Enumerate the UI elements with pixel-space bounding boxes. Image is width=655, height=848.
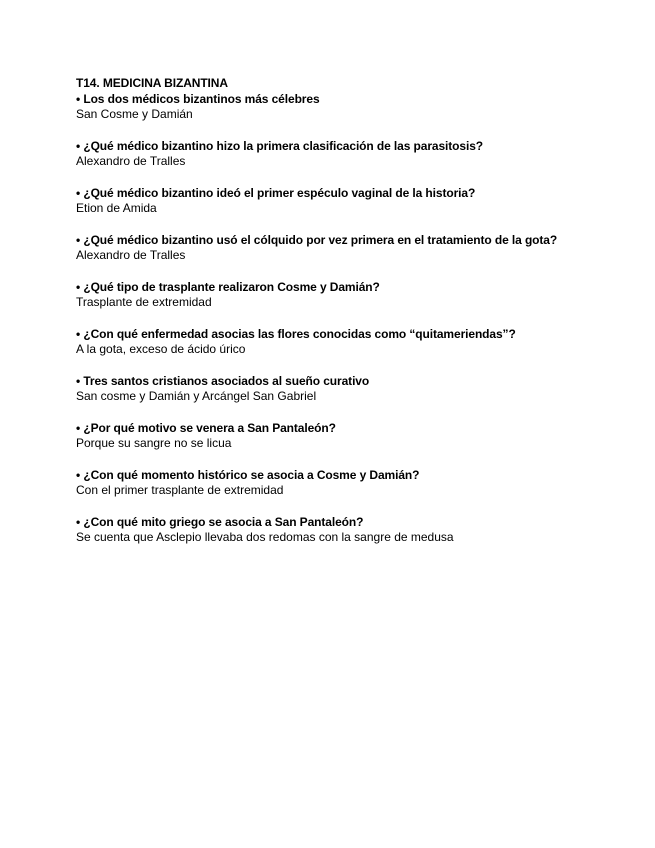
qa-item bbox=[76, 279, 636, 310]
question-text: • ¿Con qué mito griego se asocia a San Pantaleón? bbox=[76, 515, 364, 529]
document-page bbox=[76, 76, 636, 545]
question-text: • ¿Por qué motivo se venera a San Pantaleón? bbox=[76, 421, 336, 435]
qa-item bbox=[76, 185, 636, 216]
question-text: • Tres santos cristianos asociados al sueño curativo bbox=[76, 374, 370, 388]
answer-text: A la gota, exceso de ácido úrico bbox=[76, 342, 246, 356]
question-text: • ¿Qué médico bizantino hizo la primera clasificación de las parasitosis? bbox=[76, 139, 484, 153]
question-text: • ¿Con qué momento histórico se asocia a Cosme y Damián? bbox=[76, 468, 420, 482]
answer-text: Trasplante de extremidad bbox=[76, 295, 212, 309]
answer-text: Con el primer trasplante de extremidad bbox=[76, 483, 284, 497]
qa-item bbox=[76, 420, 636, 451]
question-text: • ¿Qué médico bizantino ideó el primer espéculo vaginal de la historia? bbox=[76, 186, 476, 200]
answer-text: Se cuenta que Asclepio llevaba dos redomas con la sangre de medusa bbox=[76, 530, 454, 544]
answer-text: Alexandro de Tralles bbox=[76, 154, 186, 168]
question-text: • Los dos médicos bizantinos más célebres bbox=[76, 92, 320, 106]
question-text: • ¿Con qué enfermedad asocias las flores conocidas como “quitameriendas”? bbox=[76, 327, 516, 341]
qa-item bbox=[76, 467, 636, 498]
answer-text: San Cosme y Damián bbox=[76, 107, 193, 121]
qa-item bbox=[76, 91, 636, 122]
answer-text: Alexandro de Tralles bbox=[76, 248, 186, 262]
qa-item bbox=[76, 514, 636, 545]
qa-item bbox=[76, 138, 636, 169]
answer-text: Etion de Amida bbox=[76, 201, 157, 215]
qa-item bbox=[76, 373, 636, 404]
answer-text: San cosme y Damián y Arcángel San Gabriel bbox=[76, 389, 317, 403]
qa-item bbox=[76, 232, 636, 263]
question-text: • ¿Qué médico bizantino usó el cólquido por vez primera en el tratamiento de la gota? bbox=[76, 233, 558, 247]
document-title: T14. MEDICINA BIZANTINA bbox=[76, 76, 228, 90]
answer-text: Porque su sangre no se licua bbox=[76, 436, 232, 450]
question-text: • ¿Qué tipo de trasplante realizaron Cosme y Damián? bbox=[76, 280, 380, 294]
qa-item bbox=[76, 326, 636, 357]
